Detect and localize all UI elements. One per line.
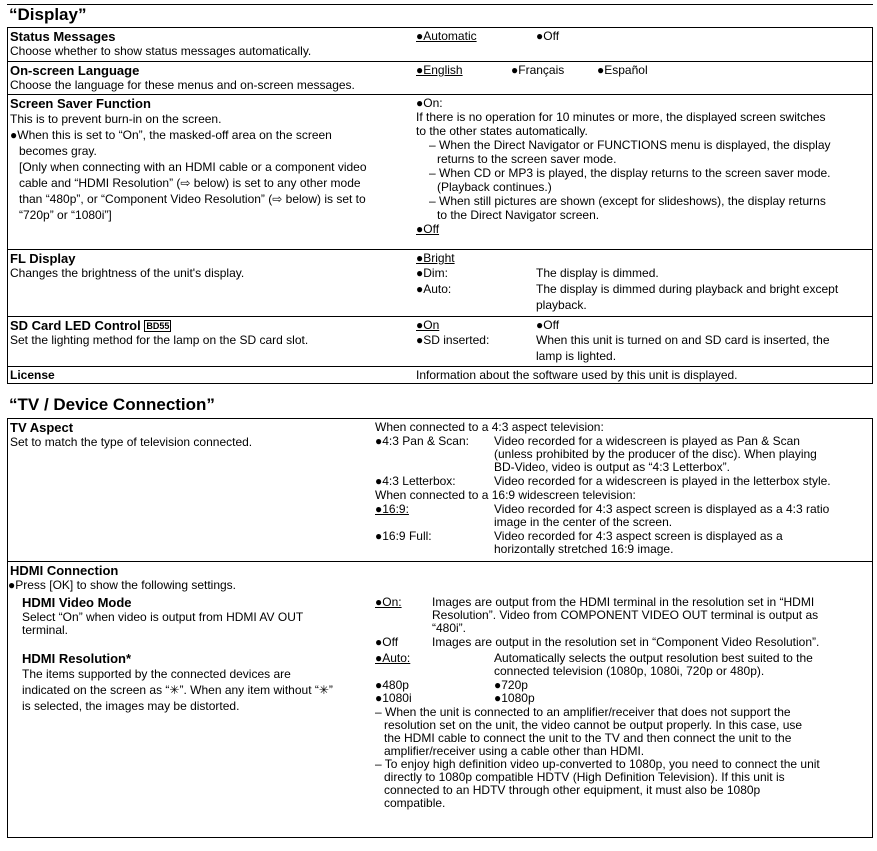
tv-table [7, 418, 873, 838]
option-auto-text: The display is dimmed during playback and bright except [536, 282, 839, 296]
hdmi-resolution-note: – When the unit is connected to an amplifier/receiver that does not support the [375, 705, 791, 719]
option-pan-scan: ●4:3 Pan & Scan: [375, 434, 469, 448]
top-rule [7, 4, 873, 5]
option-auto-text: connected television (1080p, 1080i, 720p or 480p). [494, 664, 765, 678]
hdmi-resolution-note: connected to an HDTV through other equipment, it must also be 1080p [384, 783, 761, 797]
option-off-text: Images are output in the resolution set in “Component Video Resolution”. [432, 635, 820, 649]
screen-saver-heading: Screen Saver Function [10, 96, 151, 111]
option-auto: ●Auto: [416, 282, 452, 296]
option-480p: ●480p [375, 678, 409, 692]
status-messages-desc: Choose whether to show status messages automatically. [10, 44, 312, 58]
option-bright: ●Bright [416, 251, 455, 265]
fl-display-desc: Changes the brightness of the unit's display. [10, 266, 245, 280]
hdmi-resolution-note: directly to 1080p compatible HDTV (High Definition Television). If this unit is [384, 770, 785, 784]
row-tv-aspect [8, 419, 872, 561]
license-text: Information about the software used by this unit is displayed. [416, 368, 738, 382]
row-fl-display [8, 249, 872, 316]
hdmi-resolution-desc: indicated on the screen as “✳”. When any item without “✳” [22, 683, 333, 697]
section-title-display: “Display” [9, 5, 87, 24]
row-license [8, 366, 872, 383]
option-off: ●Off [416, 222, 440, 236]
row-onscreen-language [8, 61, 872, 94]
option-sd-inserted-text: When this unit is turned on and SD card is inserted, the [536, 333, 830, 347]
option-dim-text: The display is dimmed. [536, 266, 659, 280]
option-espanol: ●Español [597, 63, 648, 77]
screen-saver-on-text: – When still pictures are shown (except for slideshows), the display returns [429, 194, 826, 208]
option-francais: ●Français [511, 63, 565, 77]
row-sd-card-led [8, 316, 872, 366]
row-status-messages [8, 28, 872, 61]
option-off: ●Off [375, 635, 399, 649]
option-letterbox-text: Video recorded for a widescreen is played in the letterbox style. [494, 474, 831, 488]
option-on: ●On: [416, 96, 443, 110]
hdmi-video-mode-desc: Select “On” when video is output from HDMI AV OUT [22, 610, 304, 624]
hdmi-resolution-note: resolution set on the unit, the video cannot be output properly. In this case, use [384, 718, 803, 732]
option-pan-scan-text: Video recorded for a widescreen is played as Pan & Scan [494, 434, 800, 448]
hdmi-video-mode-heading: HDMI Video Mode [22, 595, 132, 610]
option-auto-text: Automatically selects the output resolution best suited to the [494, 651, 813, 665]
screen-saver-on-text: (Playback continues.) [437, 180, 552, 194]
license-heading: License [10, 368, 55, 382]
option-on-text: Images are output from the HDMI terminal in the resolution set in “HDMI [432, 595, 815, 609]
screen-saver-on-text: returns to the screen saver mode. [437, 152, 617, 166]
option-pan-scan-text: (unless prohibited by the producer of the disc). When playing [494, 447, 817, 461]
option-on-text: “480i”. [432, 621, 467, 635]
screen-saver-condition: cable and “HDMI Resolution” (⇨ below) is set to any other mode [19, 176, 361, 190]
tv-aspect-heading: TV Aspect [10, 420, 74, 435]
option-letterbox: ●4:3 Letterbox: [375, 474, 456, 488]
section-title-tv-device: “TV / Device Connection” [9, 395, 215, 414]
hdmi-resolution-note: – To enjoy high definition video up-converted to 1080p, you need to connect the unit [375, 757, 820, 771]
option-169-full-text: horizontally stretched 16:9 image. [494, 542, 674, 556]
row-screen-saver [8, 94, 872, 249]
hdmi-connection-heading: HDMI Connection [10, 563, 119, 578]
sd-led-desc: Set the lighting method for the lamp on the SD card slot. [10, 333, 309, 347]
screen-saver-on-text: – When CD or MP3 is played, the display returns to the screen saver mode. [429, 166, 831, 180]
option-on: ●On: [375, 595, 402, 609]
screen-saver-on-text: to the other states automatically. [416, 124, 588, 138]
screen-saver-on-text: – When the Direct Navigator or FUNCTIONS menu is displayed, the display [429, 138, 831, 152]
hdmi-press-ok: ●Press [OK] to show the following settings. [8, 578, 237, 592]
option-720p: ●720p [494, 678, 528, 692]
language-heading: On-screen Language [10, 63, 140, 78]
screen-saver-options [416, 96, 831, 236]
option-dim: ●Dim: [416, 266, 448, 280]
option-169-full: ●16:9 Full: [375, 529, 432, 543]
option-1080i: ●1080i [375, 691, 412, 705]
option-auto-text: playback. [536, 298, 587, 312]
sd-led-heading: SD Card LED Control BD55 [10, 318, 170, 333]
option-1080p: ●1080p [494, 691, 535, 705]
hdmi-resolution-heading: HDMI Resolution* [22, 651, 132, 666]
hdmi-resolution-desc: is selected, the images may be distorted. [22, 699, 240, 713]
option-169-text: image in the center of the screen. [494, 515, 673, 529]
status-messages-heading: Status Messages [10, 29, 116, 44]
option-on-text: Resolution”. Video from COMPONENT VIDEO OUT terminal is output as [432, 608, 819, 622]
screen-saver-condition: [Only when connecting with an HDMI cable or a component video [19, 160, 367, 174]
hdmi-video-mode-desc: terminal. [22, 623, 69, 637]
row-hdmi-connection [8, 561, 872, 851]
option-169: ●16:9: [375, 502, 409, 516]
hdmi-resolution-note: amplifier/receiver using a cable other than HDMI. [384, 744, 645, 758]
screen-saver-note: ●When this is set to “On”, the masked-off area on the screen [10, 128, 332, 142]
option-169-text: Video recorded for 4:3 aspect screen is displayed as a 4:3 ratio [494, 502, 830, 516]
fl-display-heading: FL Display [10, 251, 76, 266]
screen-saver-condition: “720p” or “1080i”] [19, 208, 112, 222]
option-english: ●English [416, 63, 463, 77]
option-auto: ●Auto: [375, 651, 411, 665]
hdmi-resolution-note: compatible. [384, 796, 446, 810]
option-off: ●Off [536, 29, 560, 43]
option-pan-scan-text: BD-Video, video is output as “4:3 Letterbox”. [494, 460, 730, 474]
hdmi-resolution-note: the HDMI cable to connect the unit to the TV and then connect the unit to the [384, 731, 792, 745]
option-sd-inserted: ●SD inserted: [416, 333, 490, 347]
option-automatic: ●Automatic [416, 29, 477, 43]
screen-saver-on-text: to the Direct Navigator screen. [437, 208, 600, 222]
option-off: ●Off [536, 318, 560, 332]
screen-saver-note-cont: becomes gray. [19, 144, 97, 158]
option-on: ●On [416, 318, 440, 332]
screen-saver-on-text: If there is no operation for 10 minutes or more, the displayed screen switches [416, 110, 826, 124]
option-169-full-text: Video recorded for 4:3 aspect screen is displayed as a [494, 529, 783, 543]
language-desc: Choose the language for these menus and on-screen messages. [10, 78, 355, 92]
tv-aspect-desc: Set to match the type of television connected. [10, 435, 253, 449]
option-sd-inserted-text: lamp is lighted. [536, 349, 617, 363]
display-table [7, 27, 873, 384]
screen-saver-condition: than “480p”, or “Component Video Resolution” (⇨ below) is set to [19, 192, 366, 206]
aspect-169-label: When connected to a 16:9 widescreen television: [375, 488, 636, 502]
screen-saver-desc: This is to prevent burn-in on the screen. [10, 112, 222, 126]
aspect-43-label: When connected to a 4:3 aspect television: [375, 420, 604, 434]
bd55-badge: BD55 [146, 321, 170, 331]
hdmi-resolution-desc: The items supported by the connected devices are [22, 667, 291, 681]
